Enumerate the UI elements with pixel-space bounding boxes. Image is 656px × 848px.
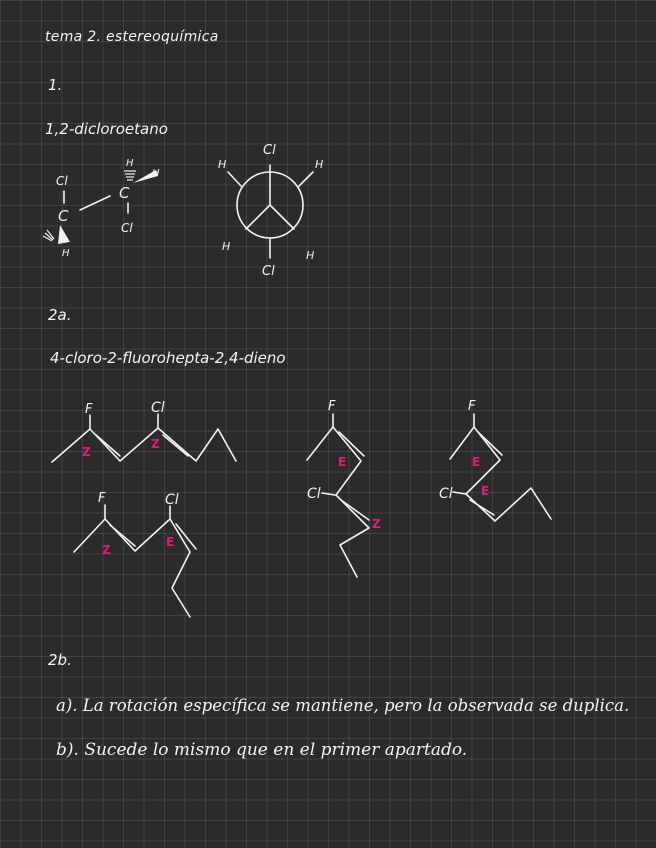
newman-back-bond: [299, 172, 313, 186]
atom-cl: Cl: [151, 400, 165, 416]
skeleton: [52, 428, 236, 462]
atom-f: F: [85, 402, 93, 417]
newman-h: H: [222, 240, 231, 253]
newman-h: H: [315, 158, 324, 171]
atom-f: F: [98, 491, 106, 506]
sawhorse-projection: [43, 158, 160, 259]
config-label-z: Z: [82, 445, 91, 459]
answer-a: a). La rotación específica se mantiene, pero la observada se duplica.: [56, 696, 630, 715]
answer-b: b). Sucede lo mismo que en el primer apartado.: [56, 740, 468, 760]
newman-h: H: [306, 249, 315, 262]
sawhorse-h-right: H: [152, 168, 160, 179]
double-bond: [110, 525, 135, 546]
double-bond: [96, 435, 120, 456]
atom-cl: Cl: [307, 486, 321, 502]
structure-ez: [307, 399, 381, 577]
newman-cl-bottom: Cl: [262, 264, 275, 279]
config-label-e: E: [472, 455, 481, 469]
skeleton: [74, 519, 190, 617]
newman-back-bond: [228, 172, 241, 186]
double-bond: [339, 432, 364, 456]
structure-zz: [52, 400, 236, 462]
page-title: tema 2. estereoquímica: [45, 29, 219, 45]
bond: [322, 493, 335, 495]
question-1-label: 1.: [48, 76, 63, 94]
config-label-z: Z: [102, 543, 111, 557]
double-bond: [479, 433, 502, 455]
structure-ee: [439, 399, 551, 521]
newman-cl-top: Cl: [263, 143, 276, 158]
config-label-z: Z: [151, 437, 160, 451]
double-bond: [341, 500, 369, 520]
atom-f: F: [468, 399, 476, 414]
sawhorse-solid-wedge-down: [58, 225, 70, 244]
sawhorse-c-back: C: [119, 184, 130, 202]
sawhorse-hashed-wedge-left: [43, 230, 54, 241]
config-label-e: E: [338, 455, 347, 469]
atom-f: F: [328, 399, 336, 414]
structure-ze: [74, 491, 196, 617]
newman-projection: [218, 143, 323, 279]
sawhorse-cl-top-left: Cl: [56, 174, 68, 188]
newman-front-bond-right: [270, 205, 294, 229]
skeleton: [450, 427, 551, 521]
question-2a-compound: 4-cloro-2-fluorohepta-2,4-dieno: [50, 349, 286, 367]
newman-front-bond-left: [246, 205, 270, 229]
atom-cl: Cl: [439, 486, 453, 502]
sawhorse-cl-bottom: Cl: [121, 221, 133, 235]
question-2b-label: 2b.: [48, 651, 72, 669]
double-bond: [470, 500, 494, 515]
sawhorse-cc-bond: [80, 196, 110, 210]
atom-cl: Cl: [165, 492, 179, 508]
question-2a-label: 2a.: [48, 306, 72, 324]
sawhorse-hashed-wedge: [124, 171, 136, 180]
sawhorse-h-bottom: H: [62, 248, 70, 259]
config-label-e: E: [166, 535, 175, 549]
double-bond: [163, 435, 188, 456]
bond: [453, 492, 466, 494]
skeleton: [307, 427, 369, 577]
config-label-e: E: [481, 484, 490, 498]
question-1-compound: 1,2-dicloroetano: [45, 120, 168, 138]
config-label-z: Z: [372, 517, 381, 531]
sawhorse-h-top: H: [126, 158, 134, 169]
newman-h: H: [218, 158, 227, 171]
sawhorse-c-front: C: [58, 207, 69, 225]
